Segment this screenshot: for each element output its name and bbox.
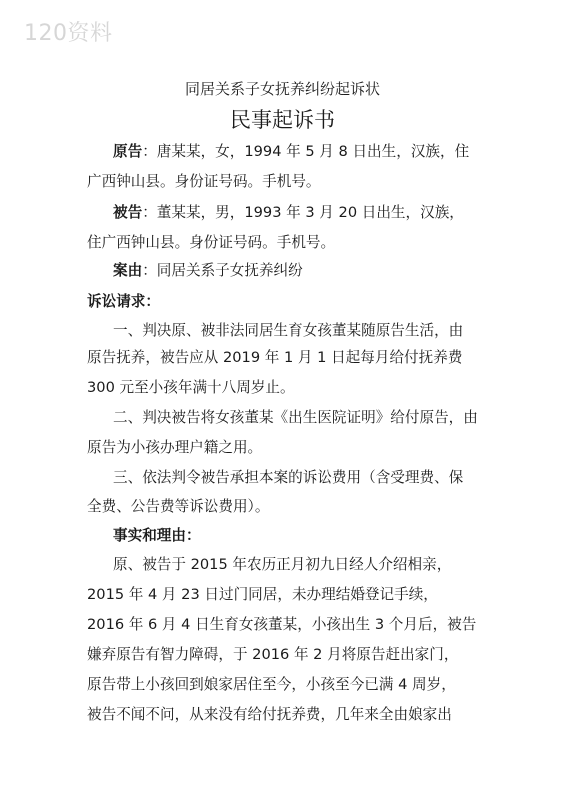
line-text: 被告不闻不问，从来没有给付抚养费，几年来全由娘家出 [87,706,452,723]
line-text: ：董某某，男，1993 年 3 月 20 日出生，汉族， [142,204,464,221]
line-text: 原告带上小孩回到娘家居住至今，小孩至今已满 4 周岁， [87,676,456,693]
line-text: 2015 年 4 月 23 日过门同居，未办理结婚登记手续， [87,586,438,603]
body-line [0,231,565,252]
line-text: 二、判决被告将女孩董某《出生医院证明》给付原告，由 [113,409,478,426]
field-label: 原告 [113,143,143,160]
field-label: 被告 [113,204,143,221]
line-text: 住广西钟山县。身份证号码。手机号。 [87,234,336,251]
line-text: 原告为小孩办理户籍之用。 [87,439,263,456]
line-text: 嫌弃原告有智力障碍，于 2016 年 2 月将原告赶出家门， [87,646,459,663]
watermark-logo: 120资料 [24,21,113,46]
line-text: 原、被告于 2015 年农历正月初九日经人介绍相亲， [113,556,452,573]
document-title: 民事起诉书 [230,108,335,132]
body-line [0,583,565,604]
body-line [0,346,565,367]
document-subtitle: 同居关系子女抚养纠纷起诉状 [184,80,380,98]
body-line [0,673,565,694]
body-line [0,140,565,161]
line-text: 原告抚养，被告应从 2019 年 1 月 1 日起每月给付抚养费 [87,349,463,366]
field-label: 案由 [113,262,143,279]
body-line [0,436,565,457]
body-line [0,703,565,724]
body-line [0,170,565,191]
line-text: 一、判决原、被非法同居生育女孩董某随原告生活，由 [113,322,464,339]
body-line [0,495,565,516]
line-text: 300 元至小孩年满十八周岁止。 [87,379,295,396]
body-line [0,376,565,397]
body-line [0,553,565,574]
line-text: ：同居关系子女抚养纠纷 [142,262,303,279]
body-line [0,524,565,545]
body-line [0,406,565,427]
body-line [0,290,565,311]
body-line [0,466,565,487]
field-label: 诉讼请求： [87,293,160,310]
body-line [0,259,565,280]
line-text: 三、依法判令被告承担本案的诉讼费用（含受理费、保 [113,469,464,486]
line-text: 广西钟山县。身份证号码。手机号。 [87,173,321,190]
body-line [0,201,565,222]
line-text: ：唐某某，女，1994 年 5 月 8 日出生，汉族，住 [142,143,470,160]
body-line [0,613,565,634]
field-label: 事实和理由： [113,527,201,544]
body-line [0,319,565,340]
body-line [0,643,565,664]
line-text: 全费、公告费等诉讼费用）。 [87,498,270,515]
line-text: 2016 年 6 月 4 日生育女孩董某，小孩出生 3 个月后，被告 [87,616,477,633]
